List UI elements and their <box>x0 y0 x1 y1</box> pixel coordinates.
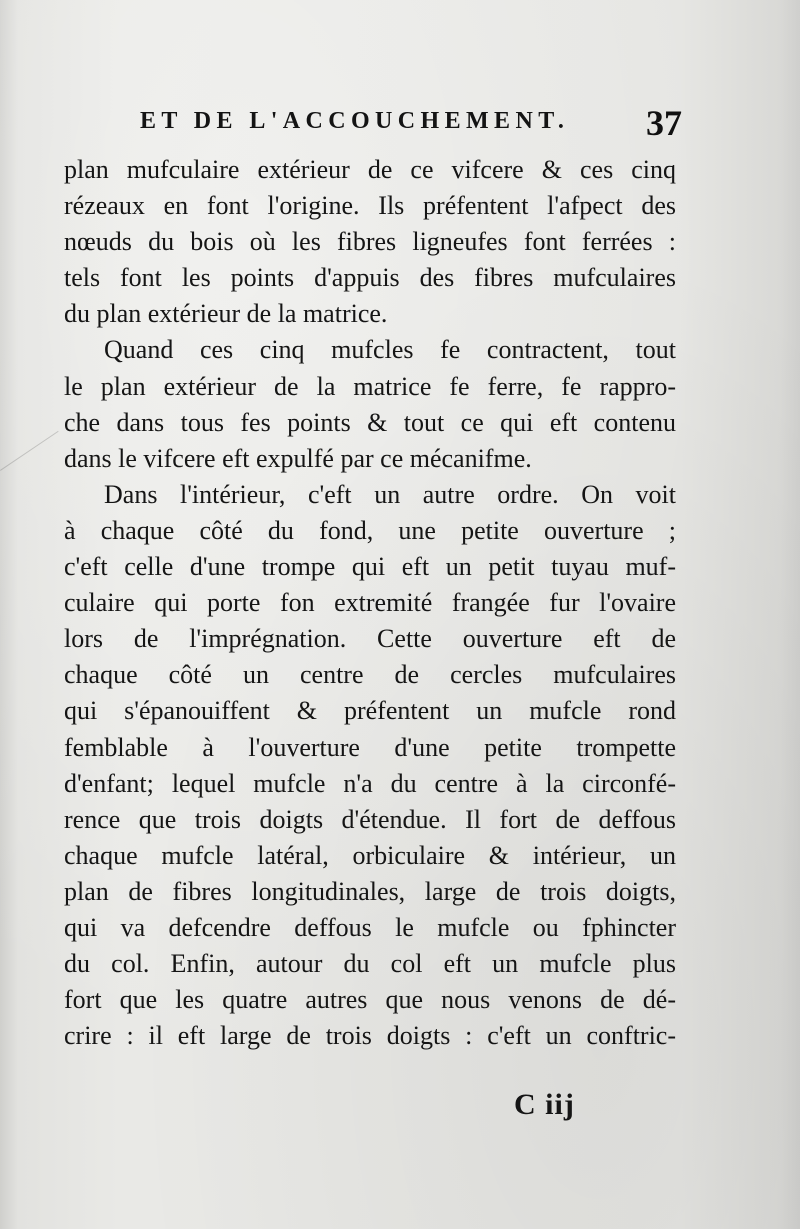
body-text <box>64 152 676 1054</box>
signature-mark: C iij <box>514 1088 575 1121</box>
text-line: rence que trois doigts d'étendue. Il fort de deffous <box>64 804 676 834</box>
text-line: nœuds du bois où les fibres ligneufes font ferrées : <box>64 227 676 257</box>
text-line: le plan extérieur de la matrice fe ferre, fe rappro- <box>64 371 676 401</box>
text-line: che dans tous fes points & tout ce qui eft contenu <box>64 407 676 437</box>
text-line: d'enfant; lequel mufcle n'a du centre à la circonfé- <box>64 768 676 798</box>
text-line: plan mufculaire extérieur de ce vifcere & ces cinq <box>64 155 676 184</box>
text-line: à chaque côté du fond, une petite ouverture ; <box>64 515 676 545</box>
text-line: crire : il eft large de trois doigts : c'eft un conftric- <box>64 1021 676 1051</box>
paragraph-start-line: Quand ces cinq mufcles fe contractent, tout <box>104 335 676 365</box>
text-line: du plan extérieur de la matrice. <box>64 299 388 329</box>
text-line: chaque mufcle latéral, orbiculaire & intérieur, un <box>64 840 676 870</box>
text-line: du col. Enfin, autour du col eft un mufcle plus <box>64 949 676 979</box>
paragraph-start-line: Dans l'intérieur, c'eft un autre ordre. On voit <box>104 479 676 509</box>
text-line: fort que les quatre autres que nous venons de dé- <box>64 985 676 1015</box>
text-line: dans le vifcere eft expulfé par ce mécanifme. <box>64 443 532 473</box>
text-line: plan de fibres longitudinales, large de trois doigts, <box>64 876 676 906</box>
text-line: qui va defcendre deffous le mufcle ou fphincter <box>64 912 676 942</box>
text-line: femblable à l'ouverture d'une petite trompette <box>64 732 676 762</box>
page-number: 37 <box>646 103 682 143</box>
page-header <box>140 104 688 148</box>
text-line: c'eft celle d'une trompe qui eft un petit tuyau muf- <box>64 552 676 582</box>
running-title: ET DE L'ACCOUCHEMENT. <box>140 108 570 134</box>
text-line: qui s'épanouiffent & préfentent un mufcle rond <box>64 696 676 726</box>
text-line: chaque côté un centre de cercles mufculaires <box>64 660 676 690</box>
text-line: culaire qui porte fon extremité frangée fur l'ovaire <box>64 588 676 618</box>
text-line: tels font les points d'appuis des fibres mufculaires <box>64 263 676 293</box>
text-line: lors de l'imprégnation. Cette ouverture eft de <box>64 624 676 654</box>
text-line: rézeaux en font l'origine. Ils préfentent l'afpect des <box>64 191 676 221</box>
